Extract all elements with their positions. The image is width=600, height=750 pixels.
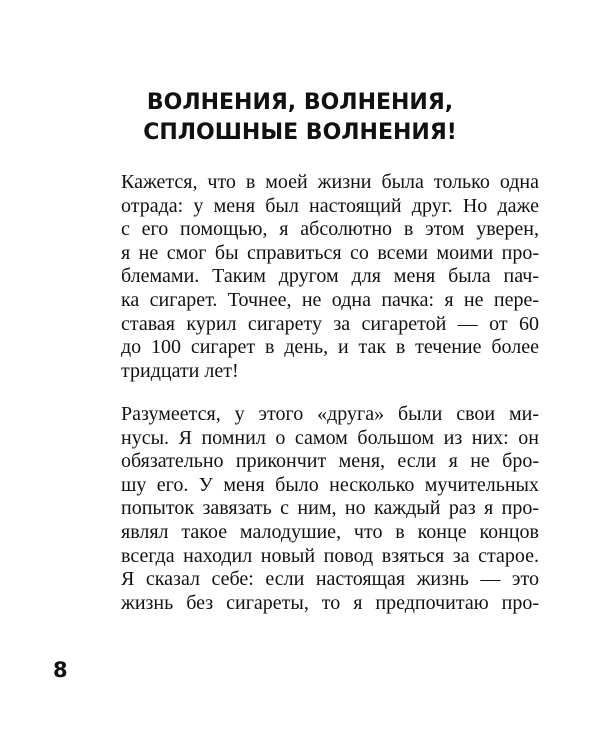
text-line: я не смог бы справиться со всеми моими про- (121, 241, 539, 264)
text-line: ка сигарет. Точнее, не одна пачка: я не пере- (121, 288, 539, 311)
text-line: Я сказал себе: если настоящая жизнь — это (121, 568, 539, 591)
text-line: блемами. Таким другом для меня была пач- (121, 265, 539, 288)
text-line: всегда находил новый повод взяться за старое. (121, 544, 539, 567)
paragraph-1 (121, 171, 539, 383)
text-line: нусы. Я помнил о самом большом из них: он (121, 426, 539, 449)
text-line: попыток завязать с ним, но каждый раз я про- (121, 497, 539, 520)
page-number: 8 (53, 658, 68, 682)
text-line: до 100 сигарет в день, и так в течение более (121, 336, 539, 359)
text-line: шу его. У меня было несколько мучительных (121, 473, 539, 496)
text-line: Кажется, что в моей жизни была только одна (121, 171, 539, 193)
text-line: являл такое малодушие, что в конце концов (121, 520, 539, 543)
text-line: тридцати лет! (121, 359, 239, 382)
chapter-title-line: ВОЛНЕНИЯ, ВОЛНЕНИЯ, (146, 90, 454, 115)
paragraph-2 (121, 403, 539, 615)
text-line: с его помощью, я абсолютно в этом уверен, (121, 218, 539, 241)
text-line: обязательно прикончит меня, если я не бро- (121, 450, 539, 473)
chapter-title-line: СПЛОШНЫЕ ВОЛНЕНИЯ! (143, 120, 457, 145)
text-line: отрада: у меня был настоящий друг. Но даже (121, 194, 539, 217)
chapter-title (100, 88, 500, 148)
text-line: Разумеется, у этого «друга» были свои ми- (121, 403, 539, 425)
text-line: жизнь без сигареты, то я предпочитаю про- (121, 591, 539, 614)
text-line: ставая курил сигарету за сигаретой — от 60 (121, 312, 539, 335)
